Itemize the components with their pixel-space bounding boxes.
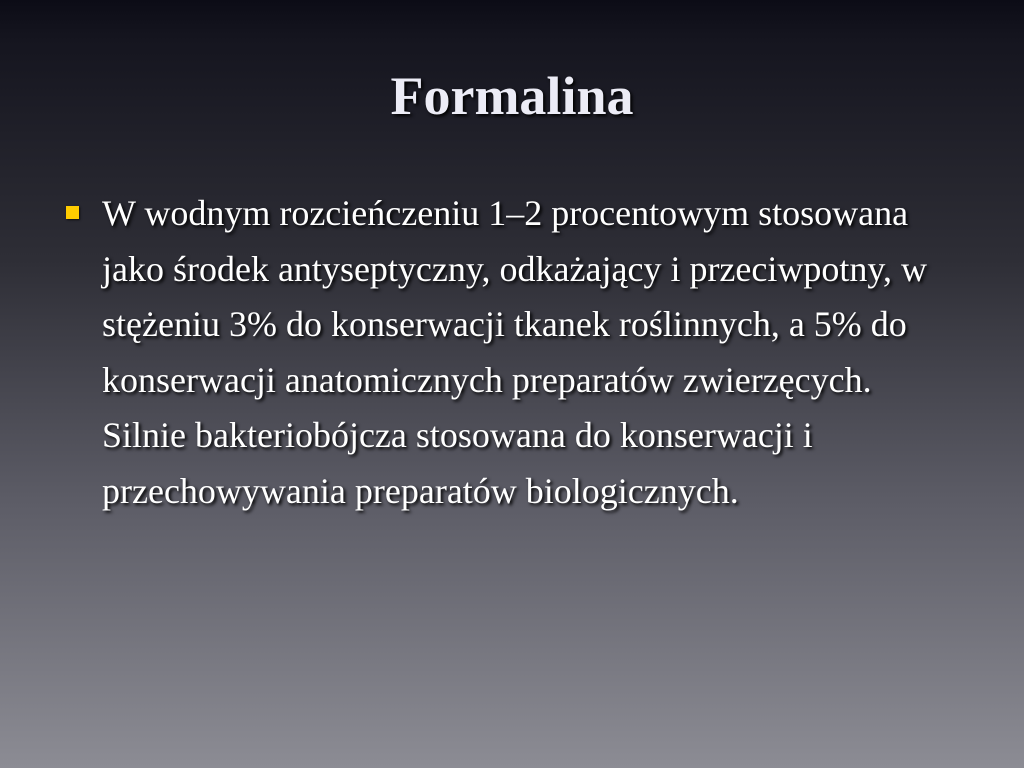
bullet-text: W wodnym rozcieńczeniu 1–2 procentowym stosowana jako środek antyseptyczny, odkażający i przeciwpotny, w stężeniu 3% do konserwacji tkanek roślinnych, a 5% do konserwacji anatomicznych preparatów zwierzęcych. Silnie bakteriobójcza stosowana do konserwacji i przechowywania preparatów biologicznych. [102, 193, 928, 511]
square-bullet-icon [66, 206, 79, 219]
slide-title: Formalina [390, 66, 634, 126]
bullet-item [60, 186, 960, 519]
bullet-list [60, 186, 960, 519]
